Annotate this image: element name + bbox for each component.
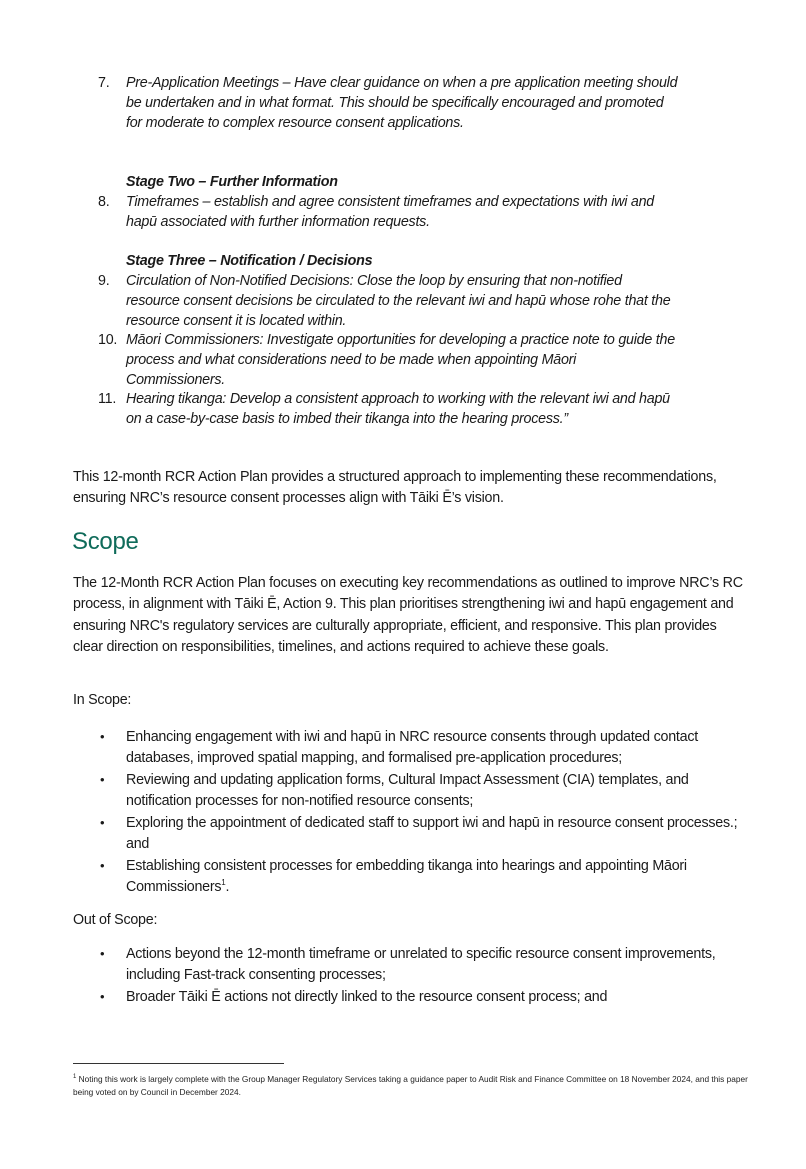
footnote-number: 1 bbox=[73, 1074, 77, 1081]
numbered-item-11 bbox=[98, 389, 678, 429]
out-scope-item bbox=[100, 987, 740, 1008]
numbered-item-9 bbox=[98, 271, 678, 331]
bullet-text: Reviewing and updating application forms, Cultural Impact Assessment (CIA) templates, and notification processes for non-notified resource consents; bbox=[126, 772, 689, 810]
scope-heading: Scope bbox=[72, 528, 139, 555]
footnote-text: Noting this work is largely complete with the Group Manager Regulatory Services taking a guidance paper to Audit Risk and Finance Committee on 18 November 2024, and this paper being voted on by Council in December 2024. bbox=[73, 1074, 748, 1097]
item-text: Hearing tikanga: Develop a consistent approach to working with the relevant iwi and hapū on a case-by-case basis to imbed their tikanga into the hearing process.” bbox=[126, 391, 670, 427]
bullet-text-wrapper bbox=[126, 856, 740, 899]
item-number: 7. bbox=[98, 75, 110, 91]
in-scope-label: In Scope: bbox=[73, 692, 132, 708]
bullet-icon: • bbox=[100, 772, 105, 787]
bullet-icon: • bbox=[100, 815, 105, 830]
bullet-text: Actions beyond the 12-month timeframe or unrelated to specific resource consent improvements, including Fast-track consenting processes; bbox=[126, 946, 716, 984]
footnote-reference[interactable]: 1 bbox=[221, 878, 226, 888]
numbered-item-7 bbox=[98, 73, 678, 133]
bullet-text: Broader Tāiki Ē actions not directly linked to the resource consent process; and bbox=[126, 989, 608, 1005]
bullet-icon: • bbox=[100, 858, 105, 873]
numbered-item-10 bbox=[98, 330, 678, 390]
out-scope-item bbox=[100, 944, 740, 987]
in-scope-item bbox=[100, 770, 740, 813]
in-scope-item bbox=[100, 856, 740, 899]
bullet-icon: • bbox=[100, 946, 105, 961]
stage-two-heading: Stage Two – Further Information bbox=[126, 174, 338, 190]
footnote-separator bbox=[73, 1063, 284, 1064]
item-text: Pre-Application Meetings – Have clear guidance on when a pre application meeting should be undertaken and in what format. This should be specifically encouraged and promoted for moderate to complex resource consent applications. bbox=[126, 75, 678, 131]
bullet-text: Establishing consistent processes for embedding tikanga into hearings and appointing Māori Commissioners bbox=[126, 858, 687, 896]
bullet-icon: • bbox=[100, 729, 105, 744]
item-text: Timeframes – establish and agree consistent timeframes and expectations with iwi and hapū associated with further information requests. bbox=[126, 194, 654, 230]
item-number: 8. bbox=[98, 194, 110, 210]
bullet-text: Exploring the appointment of dedicated staff to support iwi and hapū in resource consent processes.; and bbox=[126, 815, 738, 853]
in-scope-item bbox=[100, 727, 740, 770]
numbered-item-8 bbox=[98, 192, 678, 232]
item-text: Circulation of Non-Notified Decisions: Close the loop by ensuring that non-notified resource consent decisions be circulated to the relevant iwi and hapū whose rohe that the resource consent it is located within. bbox=[126, 273, 671, 329]
scope-paragraph: The 12-Month RCR Action Plan focuses on executing key recommendations as outlined to improve NRC’s RC process, in alignment with Tāiki Ē, Action 9. This plan prioritises strengthening iwi and hapū engagement and ensuring NRC's regulatory services are culturally appropriate, efficient, and responsive. This plan provides clear direction on responsibilities, timelines, and actions required to achieve these goals. bbox=[73, 575, 743, 655]
item-number: 11. bbox=[98, 391, 117, 407]
stage-three-heading: Stage Three – Notification / Decisions bbox=[126, 253, 373, 269]
footnote bbox=[73, 1073, 753, 1098]
bullet-suffix: . bbox=[225, 879, 230, 896]
item-text: Māori Commissioners: Investigate opportunities for developing a practice note to guide the process and what considerations need to be made when appointing Māori Commissioners. bbox=[126, 332, 675, 388]
in-scope-item bbox=[100, 813, 740, 856]
item-number: 9. bbox=[98, 273, 110, 289]
intro-paragraph: This 12-month RCR Action Plan provides a structured approach to implementing these recommendations, ensuring NRC’s resource consent processes align with Tāiki Ē’s vision. bbox=[73, 469, 717, 507]
out-scope-label: Out of Scope: bbox=[73, 912, 158, 928]
item-number: 10. bbox=[98, 332, 118, 348]
bullet-icon: • bbox=[100, 989, 105, 1004]
bullet-text: Enhancing engagement with iwi and hapū in NRC resource consents through updated contact databases, improved spatial mapping, and formalised pre-application procedures; bbox=[126, 729, 698, 767]
